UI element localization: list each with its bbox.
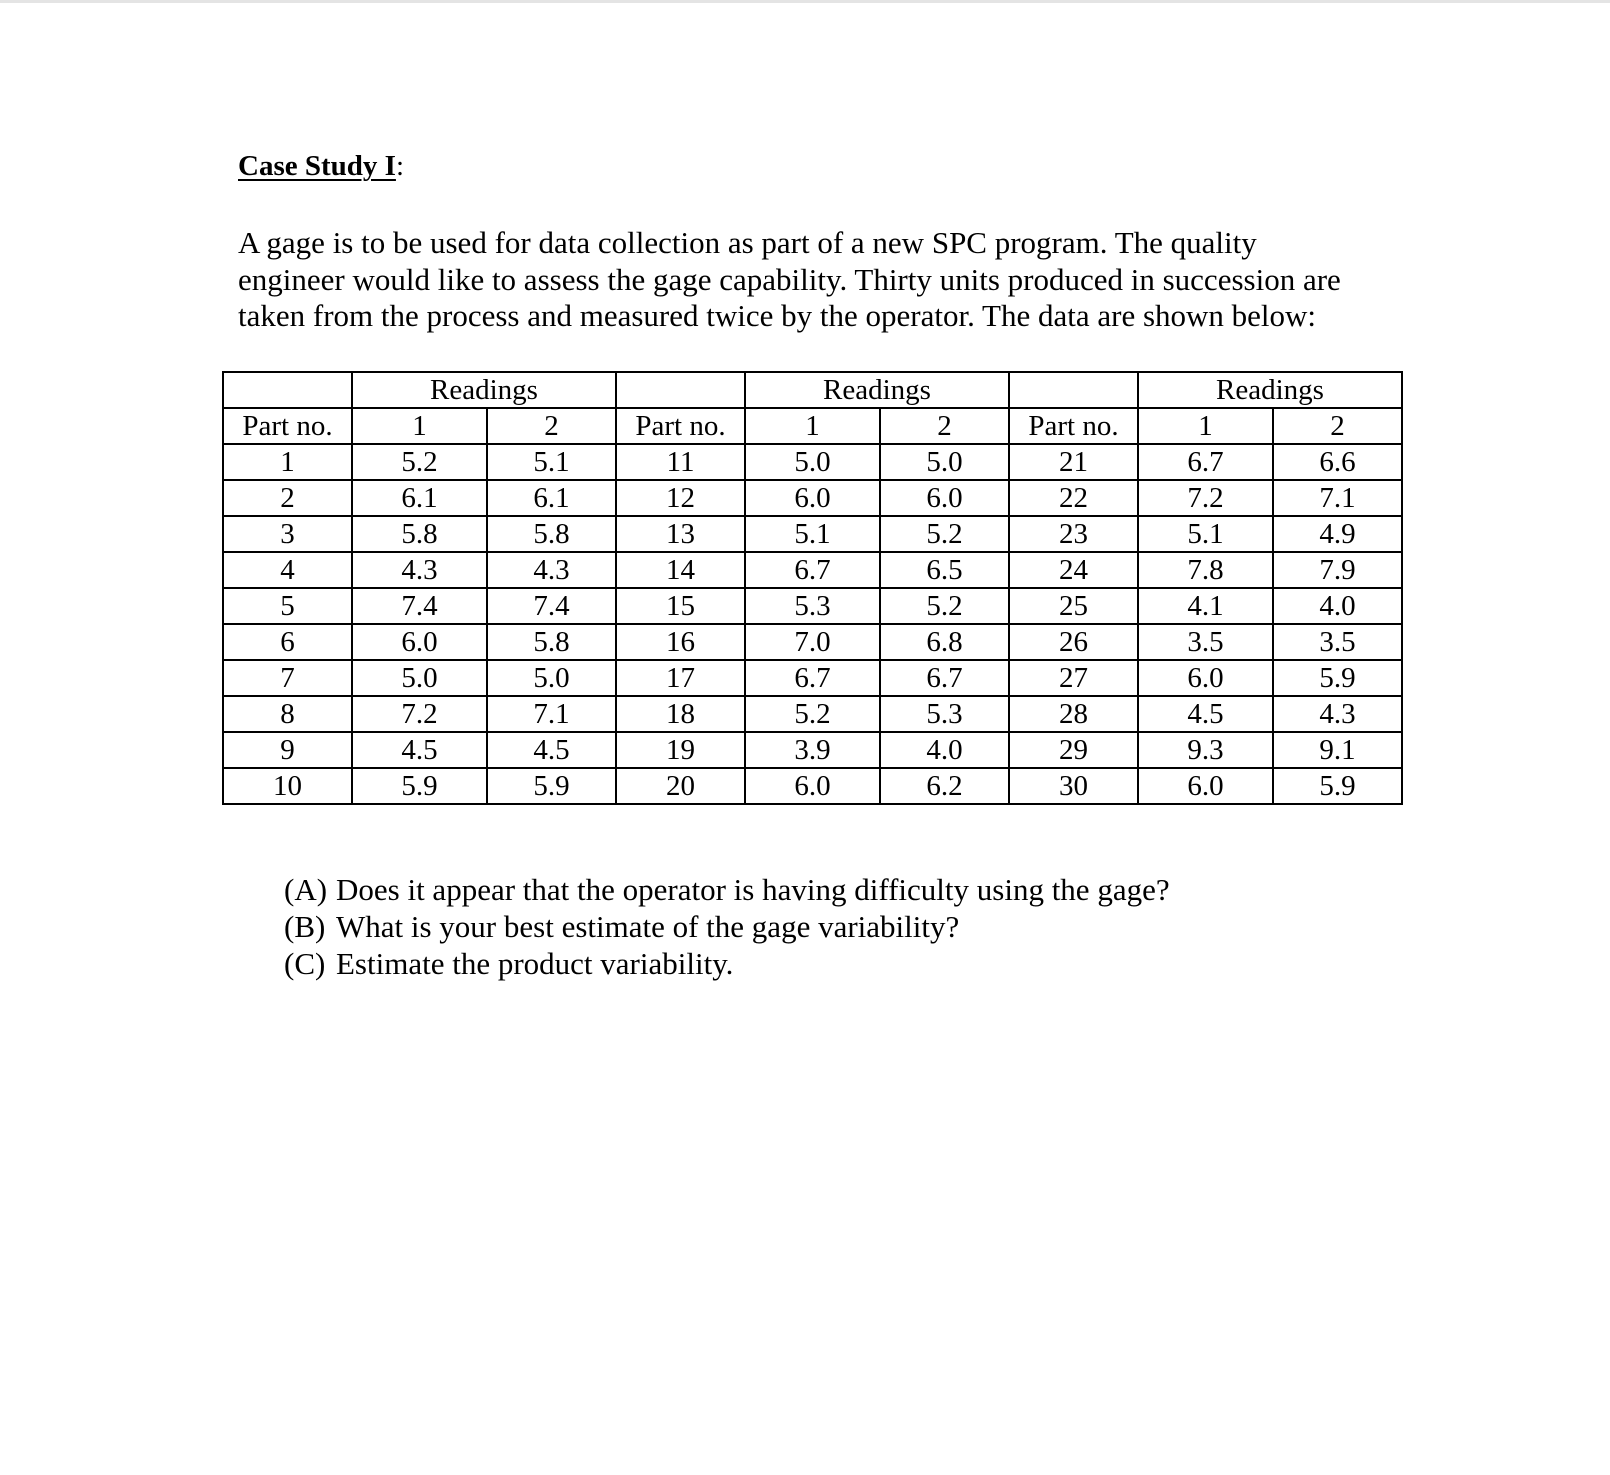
part-no-cell: 19 <box>616 732 745 768</box>
reading-1-cell: 5.3 <box>745 588 880 624</box>
gage-readings-table <box>222 371 1403 805</box>
reading-2-cell: 5.2 <box>880 588 1009 624</box>
part-no-cell: 17 <box>616 660 745 696</box>
reading-1-cell: 4.5 <box>1138 696 1273 732</box>
header-blank-cell <box>1009 372 1138 408</box>
table-row <box>223 516 1402 552</box>
readings-group-header: Readings <box>1138 372 1402 408</box>
table-header-columns-row <box>223 408 1402 444</box>
reading-1-cell: 9.3 <box>1138 732 1273 768</box>
reading-2-cell: 6.5 <box>880 552 1009 588</box>
reading-2-cell: 5.9 <box>487 768 616 804</box>
reading-1-cell: 6.1 <box>352 480 487 516</box>
reading-2-cell: 5.9 <box>1273 768 1402 804</box>
table-row <box>223 660 1402 696</box>
case-study-title <box>238 148 404 184</box>
reading-1-cell: 4.5 <box>352 732 487 768</box>
part-no-cell: 4 <box>223 552 352 588</box>
part-no-cell: 25 <box>1009 588 1138 624</box>
reading-2-cell: 4.9 <box>1273 516 1402 552</box>
reading-2-cell: 7.1 <box>1273 480 1402 516</box>
reading-1-cell: 7.8 <box>1138 552 1273 588</box>
reading-2-cell: 7.9 <box>1273 552 1402 588</box>
reading-1-cell: 4.3 <box>352 552 487 588</box>
part-no-cell: 27 <box>1009 660 1138 696</box>
part-no-cell: 28 <box>1009 696 1138 732</box>
table-row <box>223 480 1402 516</box>
reading-1-cell: 5.1 <box>1138 516 1273 552</box>
table-row <box>223 696 1402 732</box>
question-label: (A) <box>284 872 328 907</box>
reading-2-cell: 5.9 <box>1273 660 1402 696</box>
question-item <box>284 908 1170 945</box>
table-header-readings-row <box>223 372 1402 408</box>
reading-1-cell: 5.1 <box>745 516 880 552</box>
table-row <box>223 588 1402 624</box>
reading-1-cell: 5.0 <box>352 660 487 696</box>
part-no-cell: 16 <box>616 624 745 660</box>
part-no-header: Part no. <box>616 408 745 444</box>
reading-1-cell: 6.7 <box>1138 444 1273 480</box>
reading-2-cell: 5.1 <box>487 444 616 480</box>
reading-2-cell: 6.1 <box>487 480 616 516</box>
table-row <box>223 552 1402 588</box>
reading-1-cell: 6.7 <box>745 660 880 696</box>
reading-2-header: 2 <box>487 408 616 444</box>
part-no-cell: 29 <box>1009 732 1138 768</box>
reading-1-header: 1 <box>352 408 487 444</box>
table-row <box>223 624 1402 660</box>
part-no-cell: 26 <box>1009 624 1138 660</box>
reading-1-cell: 4.1 <box>1138 588 1273 624</box>
part-no-cell: 8 <box>223 696 352 732</box>
part-no-cell: 9 <box>223 732 352 768</box>
header-blank-cell <box>223 372 352 408</box>
part-no-cell: 18 <box>616 696 745 732</box>
problem-statement-line: engineer would like to assess the gage capability. Thirty units produced in succession are <box>238 261 1341 297</box>
reading-2-cell: 6.8 <box>880 624 1009 660</box>
reading-2-cell: 7.4 <box>487 588 616 624</box>
reading-1-cell: 6.0 <box>1138 660 1273 696</box>
reading-1-cell: 7.2 <box>1138 480 1273 516</box>
reading-1-cell: 5.9 <box>352 768 487 804</box>
part-no-cell: 1 <box>223 444 352 480</box>
question-text: What is your best estimate of the gage variability? <box>336 909 960 944</box>
reading-1-cell: 6.0 <box>352 624 487 660</box>
reading-1-cell: 3.5 <box>1138 624 1273 660</box>
part-no-cell: 20 <box>616 768 745 804</box>
reading-1-cell: 5.8 <box>352 516 487 552</box>
part-no-cell: 21 <box>1009 444 1138 480</box>
reading-1-cell: 7.0 <box>745 624 880 660</box>
reading-2-cell: 6.2 <box>880 768 1009 804</box>
part-no-cell: 15 <box>616 588 745 624</box>
reading-1-header: 1 <box>1138 408 1273 444</box>
part-no-cell: 10 <box>223 768 352 804</box>
header-blank-cell <box>616 372 745 408</box>
reading-2-header: 2 <box>880 408 1009 444</box>
reading-1-cell: 5.2 <box>745 696 880 732</box>
part-no-cell: 24 <box>1009 552 1138 588</box>
reading-2-cell: 6.6 <box>1273 444 1402 480</box>
reading-2-cell: 5.3 <box>880 696 1009 732</box>
table-row <box>223 444 1402 480</box>
reading-1-cell: 6.0 <box>745 768 880 804</box>
case-study-title-text: Case Study I <box>238 150 396 182</box>
question-list <box>284 871 1170 982</box>
part-no-header: Part no. <box>1009 408 1138 444</box>
reading-1-cell: 7.2 <box>352 696 487 732</box>
reading-2-cell: 4.0 <box>1273 588 1402 624</box>
reading-2-cell: 4.0 <box>880 732 1009 768</box>
reading-2-cell: 3.5 <box>1273 624 1402 660</box>
reading-1-cell: 6.7 <box>745 552 880 588</box>
readings-group-header: Readings <box>745 372 1009 408</box>
part-no-cell: 22 <box>1009 480 1138 516</box>
table-row <box>223 768 1402 804</box>
reading-2-cell: 5.2 <box>880 516 1009 552</box>
part-no-cell: 23 <box>1009 516 1138 552</box>
problem-statement <box>238 225 1438 335</box>
part-no-cell: 6 <box>223 624 352 660</box>
reading-1-cell: 3.9 <box>745 732 880 768</box>
problem-statement-line: A gage is to be used for data collection as part of a new SPC program. The quality <box>238 225 1257 260</box>
part-no-cell: 13 <box>616 516 745 552</box>
question-label: (B) <box>284 909 326 944</box>
page-top-border <box>0 0 1610 3</box>
part-no-cell: 12 <box>616 480 745 516</box>
reading-2-cell: 6.7 <box>880 660 1009 696</box>
reading-2-cell: 5.8 <box>487 516 616 552</box>
reading-2-cell: 4.3 <box>487 552 616 588</box>
reading-1-cell: 5.0 <box>745 444 880 480</box>
question-label: (C) <box>284 946 326 981</box>
reading-2-cell: 5.0 <box>880 444 1009 480</box>
part-no-header: Part no. <box>223 408 352 444</box>
reading-2-cell: 6.0 <box>880 480 1009 516</box>
part-no-cell: 7 <box>223 660 352 696</box>
reading-2-cell: 4.5 <box>487 732 616 768</box>
reading-2-cell: 4.3 <box>1273 696 1402 732</box>
reading-2-cell: 5.0 <box>487 660 616 696</box>
readings-group-header: Readings <box>352 372 616 408</box>
part-no-cell: 14 <box>616 552 745 588</box>
part-no-cell: 30 <box>1009 768 1138 804</box>
reading-1-cell: 7.4 <box>352 588 487 624</box>
part-no-cell: 5 <box>223 588 352 624</box>
case-study-title-colon: : <box>395 150 404 182</box>
reading-1-cell: 6.0 <box>745 480 880 516</box>
part-no-cell: 2 <box>223 480 352 516</box>
reading-1-cell: 5.2 <box>352 444 487 480</box>
reading-2-header: 2 <box>1273 408 1402 444</box>
reading-2-cell: 5.8 <box>487 624 616 660</box>
problem-statement-line: taken from the process and measured twice by the operator. The data are shown below: <box>238 298 1317 333</box>
part-no-cell: 11 <box>616 444 745 480</box>
question-text: Estimate the product variability. <box>336 946 734 981</box>
reading-2-cell: 7.1 <box>487 696 616 732</box>
reading-1-header: 1 <box>745 408 880 444</box>
part-no-cell: 3 <box>223 516 352 552</box>
reading-2-cell: 9.1 <box>1273 732 1402 768</box>
reading-1-cell: 6.0 <box>1138 768 1273 804</box>
question-item <box>284 871 1170 908</box>
table-row <box>223 732 1402 768</box>
question-item <box>284 945 1170 982</box>
question-text: Does it appear that the operator is having difficulty using the gage? <box>336 872 1170 907</box>
